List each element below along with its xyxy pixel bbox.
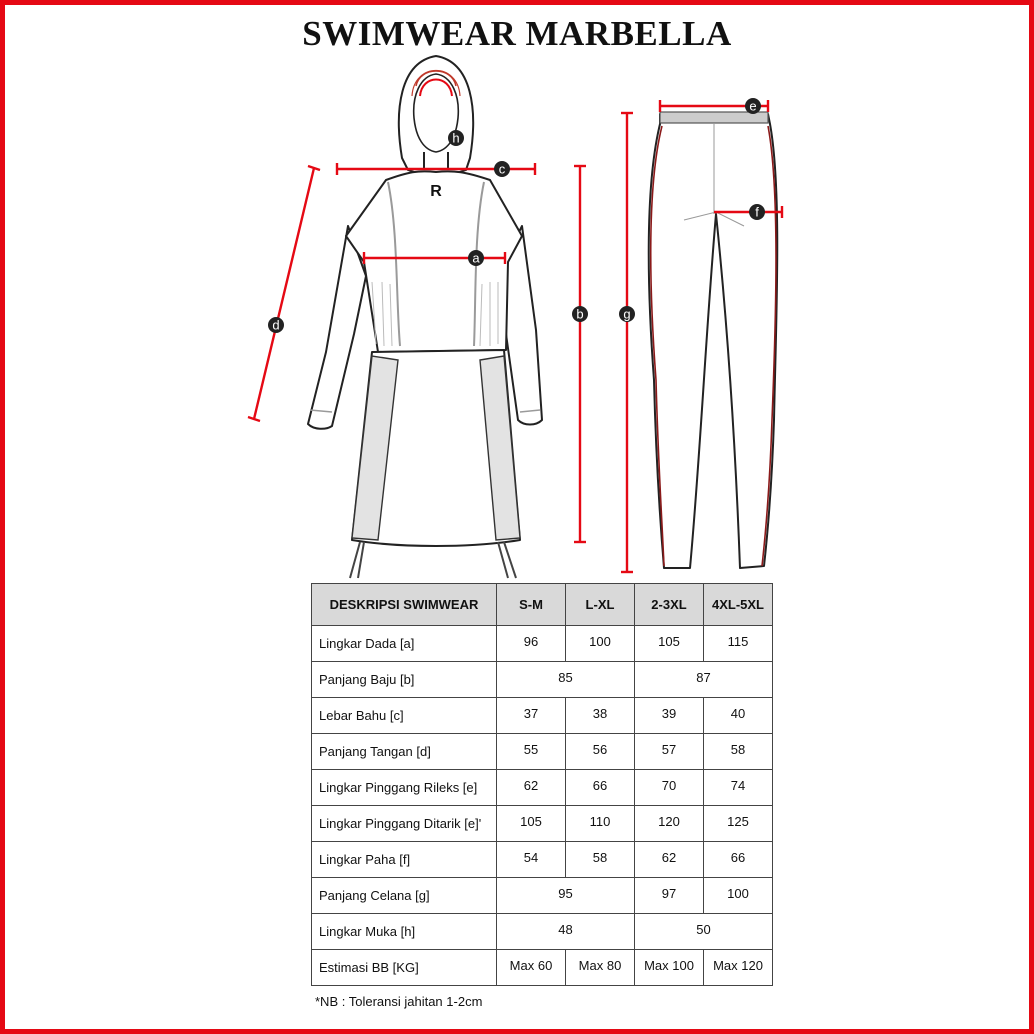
row-label: Panjang Tangan [d] (312, 734, 497, 770)
size-chart-table (311, 583, 773, 986)
marker-h (448, 130, 464, 146)
table-row (312, 770, 773, 806)
svg-text:b: b (576, 306, 584, 322)
table-row (312, 626, 773, 662)
table-row (312, 914, 773, 950)
marker-b (572, 306, 588, 322)
table-cell: 38 (566, 698, 635, 734)
table-cell: 66 (704, 842, 773, 878)
column-header-l-xl: L-XL (566, 584, 635, 626)
marker-g (619, 306, 635, 322)
table-row (312, 662, 773, 698)
table-row (312, 842, 773, 878)
table-cell: 100 (704, 878, 773, 914)
table-cell: 50 (635, 914, 773, 950)
table-cell: 96 (497, 626, 566, 662)
table-cell: 37 (497, 698, 566, 734)
table-cell: Max 100 (635, 950, 704, 986)
table-cell: 39 (635, 698, 704, 734)
svg-text:h: h (452, 130, 460, 146)
table-header-row (312, 584, 773, 626)
table-cell: 97 (635, 878, 704, 914)
table-body (312, 626, 773, 986)
table-cell: 125 (704, 806, 773, 842)
table-cell: 120 (635, 806, 704, 842)
table-cell: 62 (497, 770, 566, 806)
table-cell: 95 (497, 878, 635, 914)
column-header-s-m: S-M (497, 584, 566, 626)
row-label: Lingkar Dada [a] (312, 626, 497, 662)
marker-e (745, 98, 761, 114)
svg-text:a: a (472, 250, 480, 266)
svg-text:c: c (498, 161, 506, 177)
marker-d (268, 317, 284, 333)
table-cell: Max 60 (497, 950, 566, 986)
table-row (312, 878, 773, 914)
table-row (312, 806, 773, 842)
table-cell: 85 (497, 662, 635, 698)
table-cell: 48 (497, 914, 635, 950)
column-header-description: DESKRIPSI SWIMWEAR (312, 584, 497, 626)
svg-text:g: g (623, 306, 631, 322)
marker-f (749, 204, 765, 220)
table-row (312, 734, 773, 770)
table-cell: 57 (635, 734, 704, 770)
brand-logo: R (430, 183, 442, 200)
table-cell: 62 (635, 842, 704, 878)
table-cell: 58 (704, 734, 773, 770)
row-label: Panjang Baju [b] (312, 662, 497, 698)
table-cell: 40 (704, 698, 773, 734)
legs-below-skirt (350, 542, 516, 578)
table-cell: 55 (497, 734, 566, 770)
svg-text:e: e (749, 98, 757, 114)
table-cell: 110 (566, 806, 635, 842)
table-cell: 56 (566, 734, 635, 770)
table-cell: Max 120 (704, 950, 773, 986)
column-header-2-3xl: 2-3XL (635, 584, 704, 626)
leggings-drawing (649, 114, 778, 568)
table-cell: 115 (704, 626, 773, 662)
table-cell: 105 (635, 626, 704, 662)
row-label: Lingkar Pinggang Ditarik [e]' (312, 806, 497, 842)
row-label: Lebar Bahu [c] (312, 698, 497, 734)
table-cell: 87 (635, 662, 773, 698)
row-label: Lingkar Muka [h] (312, 914, 497, 950)
table-row (312, 698, 773, 734)
row-label: Panjang Celana [g] (312, 878, 497, 914)
marker-c (494, 161, 510, 177)
table-cell: 100 (566, 626, 635, 662)
page-title: SWIMWEAR MARBELLA (302, 14, 732, 53)
column-header-4xl-5xl: 4XL-5XL (704, 584, 773, 626)
tolerance-note: *NB : Toleransi jahitan 1-2cm (315, 994, 483, 1009)
table-cell: 54 (497, 842, 566, 878)
table-row (312, 950, 773, 986)
row-label: Lingkar Pinggang Rileks [e] (312, 770, 497, 806)
table-cell: 74 (704, 770, 773, 806)
table-cell: 66 (566, 770, 635, 806)
row-label: Estimasi BB [KG] (312, 950, 497, 986)
table-cell: Max 80 (566, 950, 635, 986)
marker-a (468, 250, 484, 266)
svg-text:f: f (755, 204, 759, 220)
svg-text:d: d (272, 317, 280, 333)
table-cell: 70 (635, 770, 704, 806)
table-cell: 105 (497, 806, 566, 842)
table-cell: 58 (566, 842, 635, 878)
row-label: Lingkar Paha [f] (312, 842, 497, 878)
